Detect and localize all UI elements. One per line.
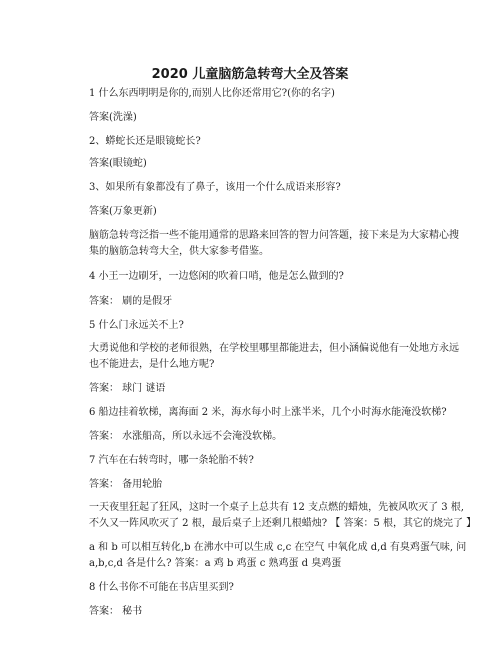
abcd-question	[89, 540, 467, 572]
answer-6-text: 答案： 水涨船高，所以永远不会淹没软梯。	[89, 431, 283, 442]
abcd-line-2: a,b,c,d 各是什么? 答案：a 鸡 b 鸡蛋 c 熟鸡蛋 d 臭鸡蛋	[89, 558, 342, 569]
answer-3-text: 答案(万象更新)	[89, 206, 157, 217]
answer-2-text: 答案(眼镜蛇)	[89, 158, 147, 169]
story-line-2: 也不能进去，是什么地方呢?	[89, 359, 215, 370]
answer-5	[89, 381, 419, 396]
page-title: 2020 儿童脑筋急转弯大全及答案	[151, 67, 349, 82]
abcd-line-1: a 和 b 可以相互转化,b 在沸水中可以生成 c,c 在空气 中氧化成 d,d 有臭鸡蛋气味, 问	[89, 542, 467, 553]
candle-question	[89, 500, 477, 532]
question-1-text: 1 什么东西明明是你的,而别人比你还常用它?(你的名字)	[89, 88, 335, 99]
story-line-1: 大勇说他和学校的老师很熟，在学校里哪里都能进去，但小涵偏说他有一处地方永远	[89, 343, 459, 354]
candle-line-2: 不久又一阵风吹灭了 2 根，最后桌子上还剩几根蜡烛? 【 答案：5 根，其它的烧完了 】	[89, 518, 477, 529]
question-4-text: 4 小王一边刷牙，一边悠闲的吹着口哨，他是怎么做到的?	[89, 271, 344, 282]
question-6	[89, 405, 447, 420]
answer-4	[89, 294, 419, 309]
answer-5-text: 答案： 球门 谜语	[89, 383, 166, 394]
answer-2	[89, 156, 419, 171]
question-5	[89, 318, 419, 333]
answer-1	[89, 110, 419, 125]
question-8-text: 8 什么书你不可能在书店里买到?	[89, 582, 234, 593]
question-1	[89, 86, 419, 101]
question-5-story	[89, 341, 459, 373]
question-7	[89, 453, 419, 468]
answer-3	[89, 204, 419, 219]
answer-8-text: 答案： 秘书	[89, 606, 143, 617]
question-2	[89, 134, 419, 149]
question-2-text: 2、蟒蛇长还是眼镜蛇长?	[89, 136, 201, 147]
intro-paragraph	[89, 228, 459, 260]
question-4	[89, 269, 419, 284]
answer-7-text: 答案： 备用轮胎	[89, 479, 163, 490]
question-3-text: 3、如果所有象都没有了鼻子，该用一个什么成语来形容?	[89, 182, 341, 193]
question-7-text: 7 汽车在右转弯时，哪一条轮胎不转?	[89, 455, 254, 466]
answer-7	[89, 477, 419, 492]
question-5-text: 5 什么门永远关不上?	[89, 320, 184, 331]
intro-line-2: 集的脑筋急转弯大全，供大家参考借鉴。	[89, 246, 269, 257]
question-8	[89, 580, 419, 595]
answer-6	[89, 429, 419, 444]
intro-line-1: 脑筋急转弯泛指一些不能用通常的思路来回答的智力问答题，接下来是为大家精心搜	[89, 230, 459, 241]
answer-1-text: 答案(洗澡)	[89, 112, 137, 123]
candle-line-1: 一天夜里狂起了狂风，这时一个桌子上总共有 12 支点燃的蜡烛，先被风吹灭了 3 根,	[89, 502, 464, 513]
question-6-text: 6 船边挂着软梯，离海面 2 米，海水每小时上涨半米，几个小时海水能淹没软梯?	[89, 407, 447, 418]
question-3	[89, 180, 419, 195]
answer-4-text: 答案： 刷的是假牙	[89, 296, 173, 307]
answer-8	[89, 604, 419, 619]
